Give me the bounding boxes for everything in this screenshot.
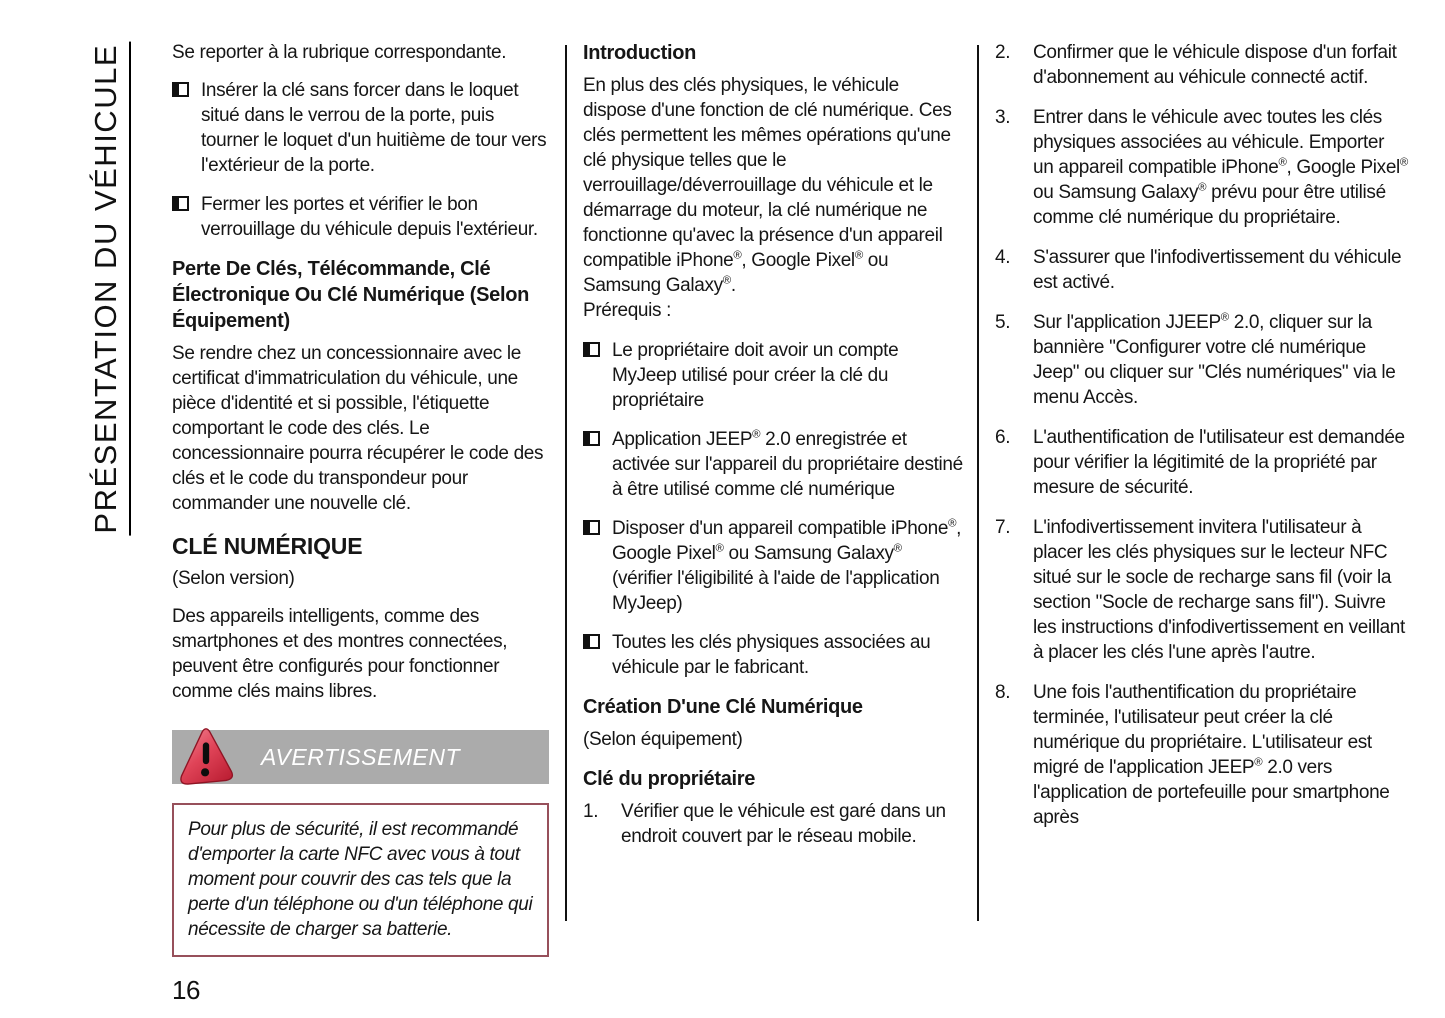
bullet-text: Fermer les portes et vérifier le bon verrouillage du véhicule depuis l'extérieur. <box>201 194 538 240</box>
paragraph-key-loss: Se rendre chez un concessionnaire avec le certificat d'immatriculation du véhicule, une pièce d'identité et si possible, l'étiquette comportant le code des clés. Le concessionnaire pourra récupérer le code des clés et le code du transpondeur pour commander une nouvelle clé. <box>172 343 544 514</box>
checkbox-list-item <box>583 516 963 616</box>
numbered-step <box>995 40 1409 90</box>
safety-note-text: Pour plus de sécurité, il est recommandé d'emporter la carte NFC avec vous à tout moment pour couvrir des cas tels que la perte d'un téléphone ou d'un téléphone qui nécessite de charger sa batterie. <box>188 819 533 940</box>
warning-banner-label: AVERTISSEMENT <box>260 744 461 770</box>
numbered-step <box>583 799 963 849</box>
step-text: Sur l'application JJEEP® 2.0, cliquer sur la bannière "Configurer votre clé numérique Jeep" ou cliquer sur "Clés numériques" via le menu Accès. <box>1033 311 1396 408</box>
numbered-step <box>995 310 1409 410</box>
section-heading-owner-key: Clé du propriétaire <box>583 768 756 790</box>
bullet-text: Disposer d'un appareil compatible iPhone®, Google Pixel® ou Samsung Galaxy® (vérifier l'éligibilité à l'aide de l'application MyJeep) <box>612 517 962 614</box>
step-text: L'authentification de l'utilisateur est demandée pour vérifier la légitimité de la propriété par mesure de sécurité. <box>1033 427 1405 498</box>
step-text: L'infodivertissement invitera l'utilisateur à placer les clés physiques sur le lecteur NFC situé sur le socle de recharge sans fil (voir la section "Socle de recharge sans fil"). Suivre les instructions d'infodivertissement en veillant à placer les clés l'une après l'autre. <box>1033 517 1405 663</box>
warning-banner <box>172 730 549 784</box>
step-number: 5. <box>995 312 1011 333</box>
safety-note-box <box>172 803 549 957</box>
column-divider <box>977 45 979 921</box>
bullet-text: Le propriétaire doit avoir un compte MyJeep utilisé pour créer la clé du propriétaire <box>612 340 899 411</box>
step-text: Une fois l'authentification du propriétaire terminée, l'utilisateur peut créer la clé numérique du propriétaire. L'utilisateur est migré de l'application JEEP® 2.0 vers l'application de portefeuille pour smartphone après <box>1033 682 1390 828</box>
equipment-note: (Selon équipement) <box>583 729 743 750</box>
checkbox-list-item <box>583 630 963 680</box>
numbered-step <box>995 515 1409 665</box>
column-middle <box>583 40 963 864</box>
intro-paragraph: Se reporter à la rubrique correspondante. <box>172 42 507 63</box>
step-number: 2. <box>995 42 1011 63</box>
column-divider <box>565 45 567 921</box>
step-number: 3. <box>995 107 1011 128</box>
numbered-step <box>995 425 1409 500</box>
step-text: Vérifier que le véhicule est garé dans un endroit couvert par le réseau mobile. <box>621 801 946 847</box>
bullet-text: Insérer la clé sans forcer dans le loquet situé dans le verrou de la porte, puis tourner le loquet d'un huitième de tour vers l'extérieur de la porte. <box>201 80 547 176</box>
checkbox-list-item <box>172 192 549 242</box>
numbered-step <box>995 680 1409 830</box>
chapter-title: PRÉSENTATION DU VÉHICULE <box>88 42 131 536</box>
step-number: 7. <box>995 517 1011 538</box>
checkbox-bullet-icon <box>172 196 189 211</box>
checkbox-bullet-icon <box>583 520 600 535</box>
section-heading-digital-key: CLÉ NUMÉRIQUE <box>172 533 363 559</box>
checkbox-list-item <box>583 338 963 413</box>
step-number: 6. <box>995 427 1011 448</box>
section-heading-key-creation: Création D'une Clé Numérique <box>583 696 863 718</box>
paragraph-digital-key: Des appareils intelligents, comme des smartphones et des montres connectées, peuvent être configurés pour fonctionner comme clés mains libres. <box>172 606 508 702</box>
section-heading-introduction: Introduction <box>583 42 697 64</box>
column-left <box>172 40 549 957</box>
chapter-sidebar-label <box>88 42 134 536</box>
checkbox-bullet-icon <box>583 342 600 357</box>
prerequisites-label: Prérequis : <box>583 300 672 321</box>
step-number: 8. <box>995 682 1011 703</box>
warning-triangle-icon <box>177 723 235 789</box>
paragraph-introduction: En plus des clés physiques, le véhicule dispose d'une fonction de clé numérique. Ces clés permettent les mêmes opérations qu'une clé physique telles que le verrouillage/déverrouillage du véhicule et le démarrage du moteur, la clé numérique ne fonctionne qu'avec la présence d'un appareil compatible iPhone®, Google Pixel® ou Samsung Galaxy®. <box>583 75 952 296</box>
step-number: 1. <box>583 801 599 822</box>
version-note: (Selon version) <box>172 568 295 589</box>
section-heading-key-loss: Perte De Clés, Télécommande, Clé Électronique Ou Clé Numérique (Selon Équipement) <box>172 258 530 332</box>
step-text: Entrer dans le véhicule avec toutes les clés physiques associées au véhicule. Emporter un appareil compatible iPhone®, Google Pixel® ou Samsung Galaxy® prévu pour être utilisé comme clé numérique du propriétaire. <box>1033 107 1408 228</box>
checkbox-bullet-icon <box>583 634 600 649</box>
checkbox-list-item <box>583 427 963 502</box>
step-text: S'assurer que l'infodivertissement du véhicule est activé. <box>1033 247 1402 293</box>
page-number: 16 <box>172 975 200 1005</box>
numbered-step <box>995 105 1409 230</box>
column-right <box>995 40 1409 845</box>
step-number: 4. <box>995 247 1011 268</box>
bullet-text: Toutes les clés physiques associées au véhicule par le fabricant. <box>612 632 931 678</box>
step-text: Confirmer que le véhicule dispose d'un forfait d'abonnement au véhicule connecté actif. <box>1033 42 1397 88</box>
checkbox-bullet-icon <box>583 431 600 446</box>
checkbox-bullet-icon <box>172 82 189 97</box>
bullet-text: Application JEEP® 2.0 enregistrée et activée sur l'appareil du propriétaire destiné à être utilisé comme clé numérique <box>612 428 963 500</box>
numbered-step <box>995 245 1409 295</box>
checkbox-list-item <box>172 78 549 178</box>
